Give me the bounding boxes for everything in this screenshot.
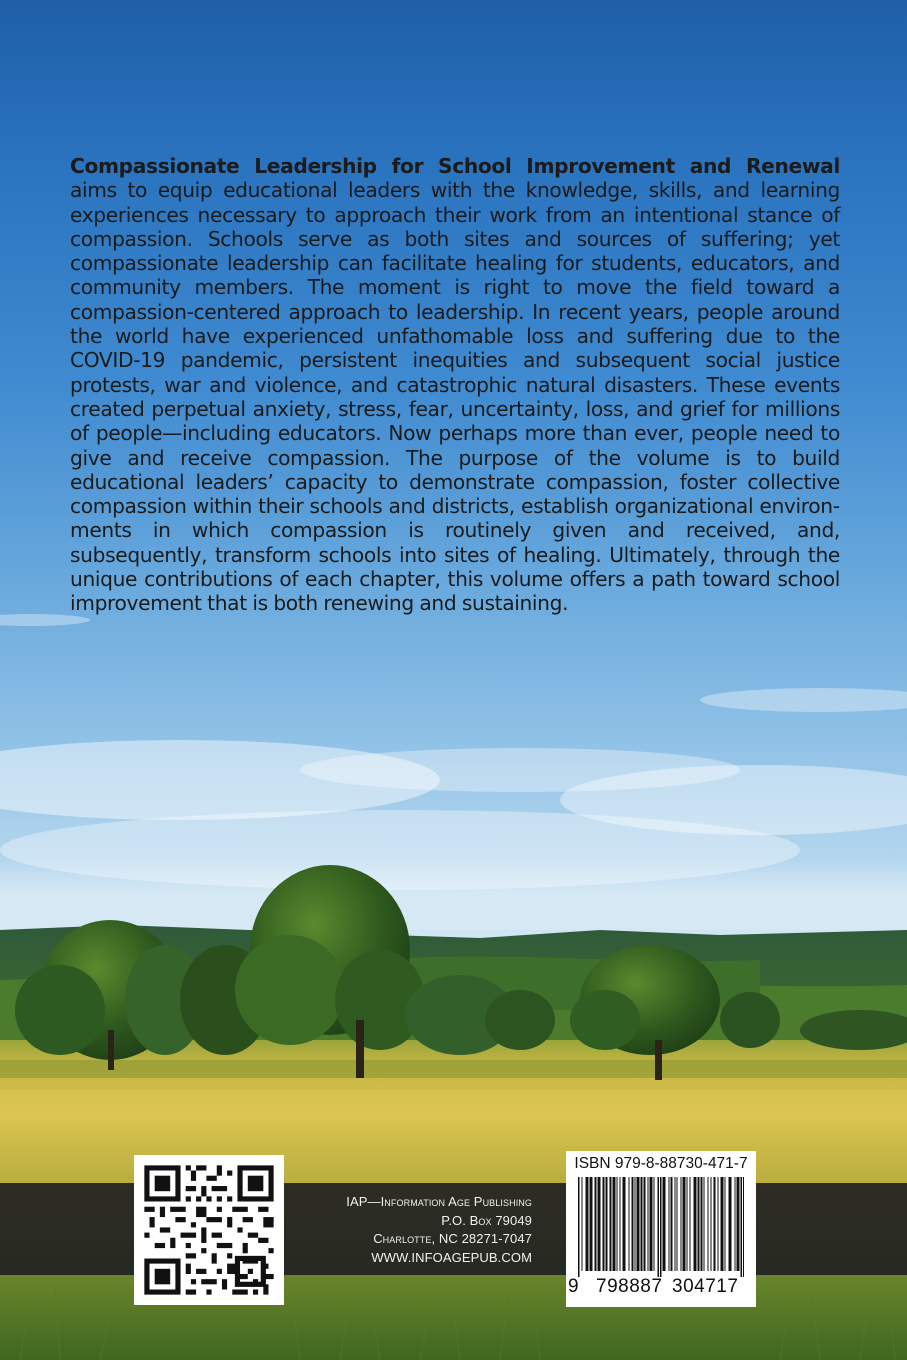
barcode-bar	[708, 1177, 709, 1271]
isbn-digits-group-1: 798887	[596, 1276, 663, 1297]
barcode-bar	[578, 1177, 580, 1277]
publisher-address-2: Charlotte, NC 28271-7047	[373, 1231, 532, 1246]
barcode-bar	[595, 1177, 597, 1271]
barcode-bar	[663, 1177, 666, 1271]
barcode-bar	[635, 1177, 636, 1271]
barcode-bar	[632, 1177, 634, 1271]
barcode-bar	[721, 1177, 724, 1271]
blurb-text: aims to equip educational leaders with the knowledge, skills, and learning experiences necessary to approach their work from an intentional stance of compassion. Schools serve as both sites and sources of suffering; yet compassionate leadership can facilitate healing for students, educators, and community members. The moment is right to move the field toward a compassion-centered approach to leadership. In recent years, people around the world have experienced unfathomable loss and suffering due to the COVID-19 pandemic, persistent inequities and subsequent social justice protests, war and violence, and catastrophic natural disasters. These events created perpetual anxiety, stress, fear, uncertainty, loss, and grief for millions of people—including educators. Now perhaps more than ever, people need to give and receive compassion. The purpose of the volume is to build educational leaders’ capacity to demonstrate compassion, foster collective compassion within their schools and districts, establish organizational environments in which compassion is routinely given and received, and, subsequently, transform schools into sites of healing. Ultimately, through the unique contributions of each chapter, this volume offers a path toward school improvement that is both renewing and sustaining.	[70, 178, 840, 616]
barcode-bar	[641, 1177, 643, 1271]
barcode-bar	[598, 1177, 601, 1271]
barcode-bar	[718, 1177, 719, 1271]
publisher-address-1: P.O. Box 79049	[441, 1212, 532, 1228]
barcode-bar	[629, 1177, 630, 1271]
isbn-barcode-box	[566, 1151, 756, 1307]
qr-code	[134, 1155, 284, 1305]
barcode-bar	[654, 1177, 655, 1271]
isbn-label: ISBN 979-8-88730-471-7	[574, 1155, 748, 1172]
barcode-bar	[644, 1177, 646, 1271]
barcode-bar	[606, 1177, 608, 1271]
barcode-bar	[729, 1177, 732, 1271]
barcode-bar	[725, 1177, 726, 1271]
barcode-bar	[714, 1177, 716, 1271]
barcode-bar	[735, 1177, 736, 1271]
barcode-bar	[582, 1177, 583, 1271]
barcode-bar	[586, 1177, 589, 1271]
barcode-bar	[683, 1177, 686, 1271]
barcode-bar	[694, 1177, 697, 1271]
barcode-bar	[687, 1177, 688, 1271]
barcode-bar	[675, 1177, 676, 1271]
barcode-bar	[620, 1177, 621, 1271]
barcode-bar	[648, 1177, 649, 1271]
barcode-bar	[650, 1177, 653, 1271]
barcode-bar	[711, 1177, 712, 1271]
barcode-bar	[701, 1177, 703, 1271]
publisher-name: IAP—Information Age Publishing	[346, 1194, 532, 1209]
barcode-bar	[671, 1177, 673, 1271]
isbn-digits-group-2: 304717	[672, 1276, 739, 1297]
qr-code-image	[134, 1155, 284, 1305]
barcode-bar	[677, 1177, 678, 1271]
barcode-bar	[590, 1177, 593, 1271]
barcode-bar	[613, 1177, 616, 1271]
barcode-bar	[603, 1177, 605, 1271]
clouds	[0, 614, 907, 930]
barcode-icon	[578, 1177, 744, 1277]
barcode-bar	[741, 1177, 743, 1277]
barcode-bar	[690, 1177, 691, 1271]
description-blurb	[70, 154, 840, 616]
barcode-bar	[610, 1177, 612, 1271]
book-title: Compassionate Leadership for School Improvement and Renewal	[70, 154, 840, 178]
barcode-bar	[658, 1177, 660, 1277]
isbn-digit-first: 9	[568, 1276, 579, 1297]
barcode-bar	[743, 1177, 744, 1277]
barcode-bar	[704, 1177, 705, 1271]
publisher-website: WWW.INFOAGEPUB.COM	[371, 1249, 532, 1265]
publisher-info	[346, 1193, 532, 1267]
barcode-bar	[669, 1177, 670, 1271]
barcode-bar	[637, 1177, 640, 1271]
barcode-bar	[737, 1177, 740, 1271]
barcode-bar	[681, 1177, 682, 1271]
barcode-bar	[698, 1177, 700, 1271]
barcode-bar	[660, 1177, 662, 1277]
barcode-bar	[623, 1177, 626, 1271]
barcode-bar	[617, 1177, 618, 1271]
